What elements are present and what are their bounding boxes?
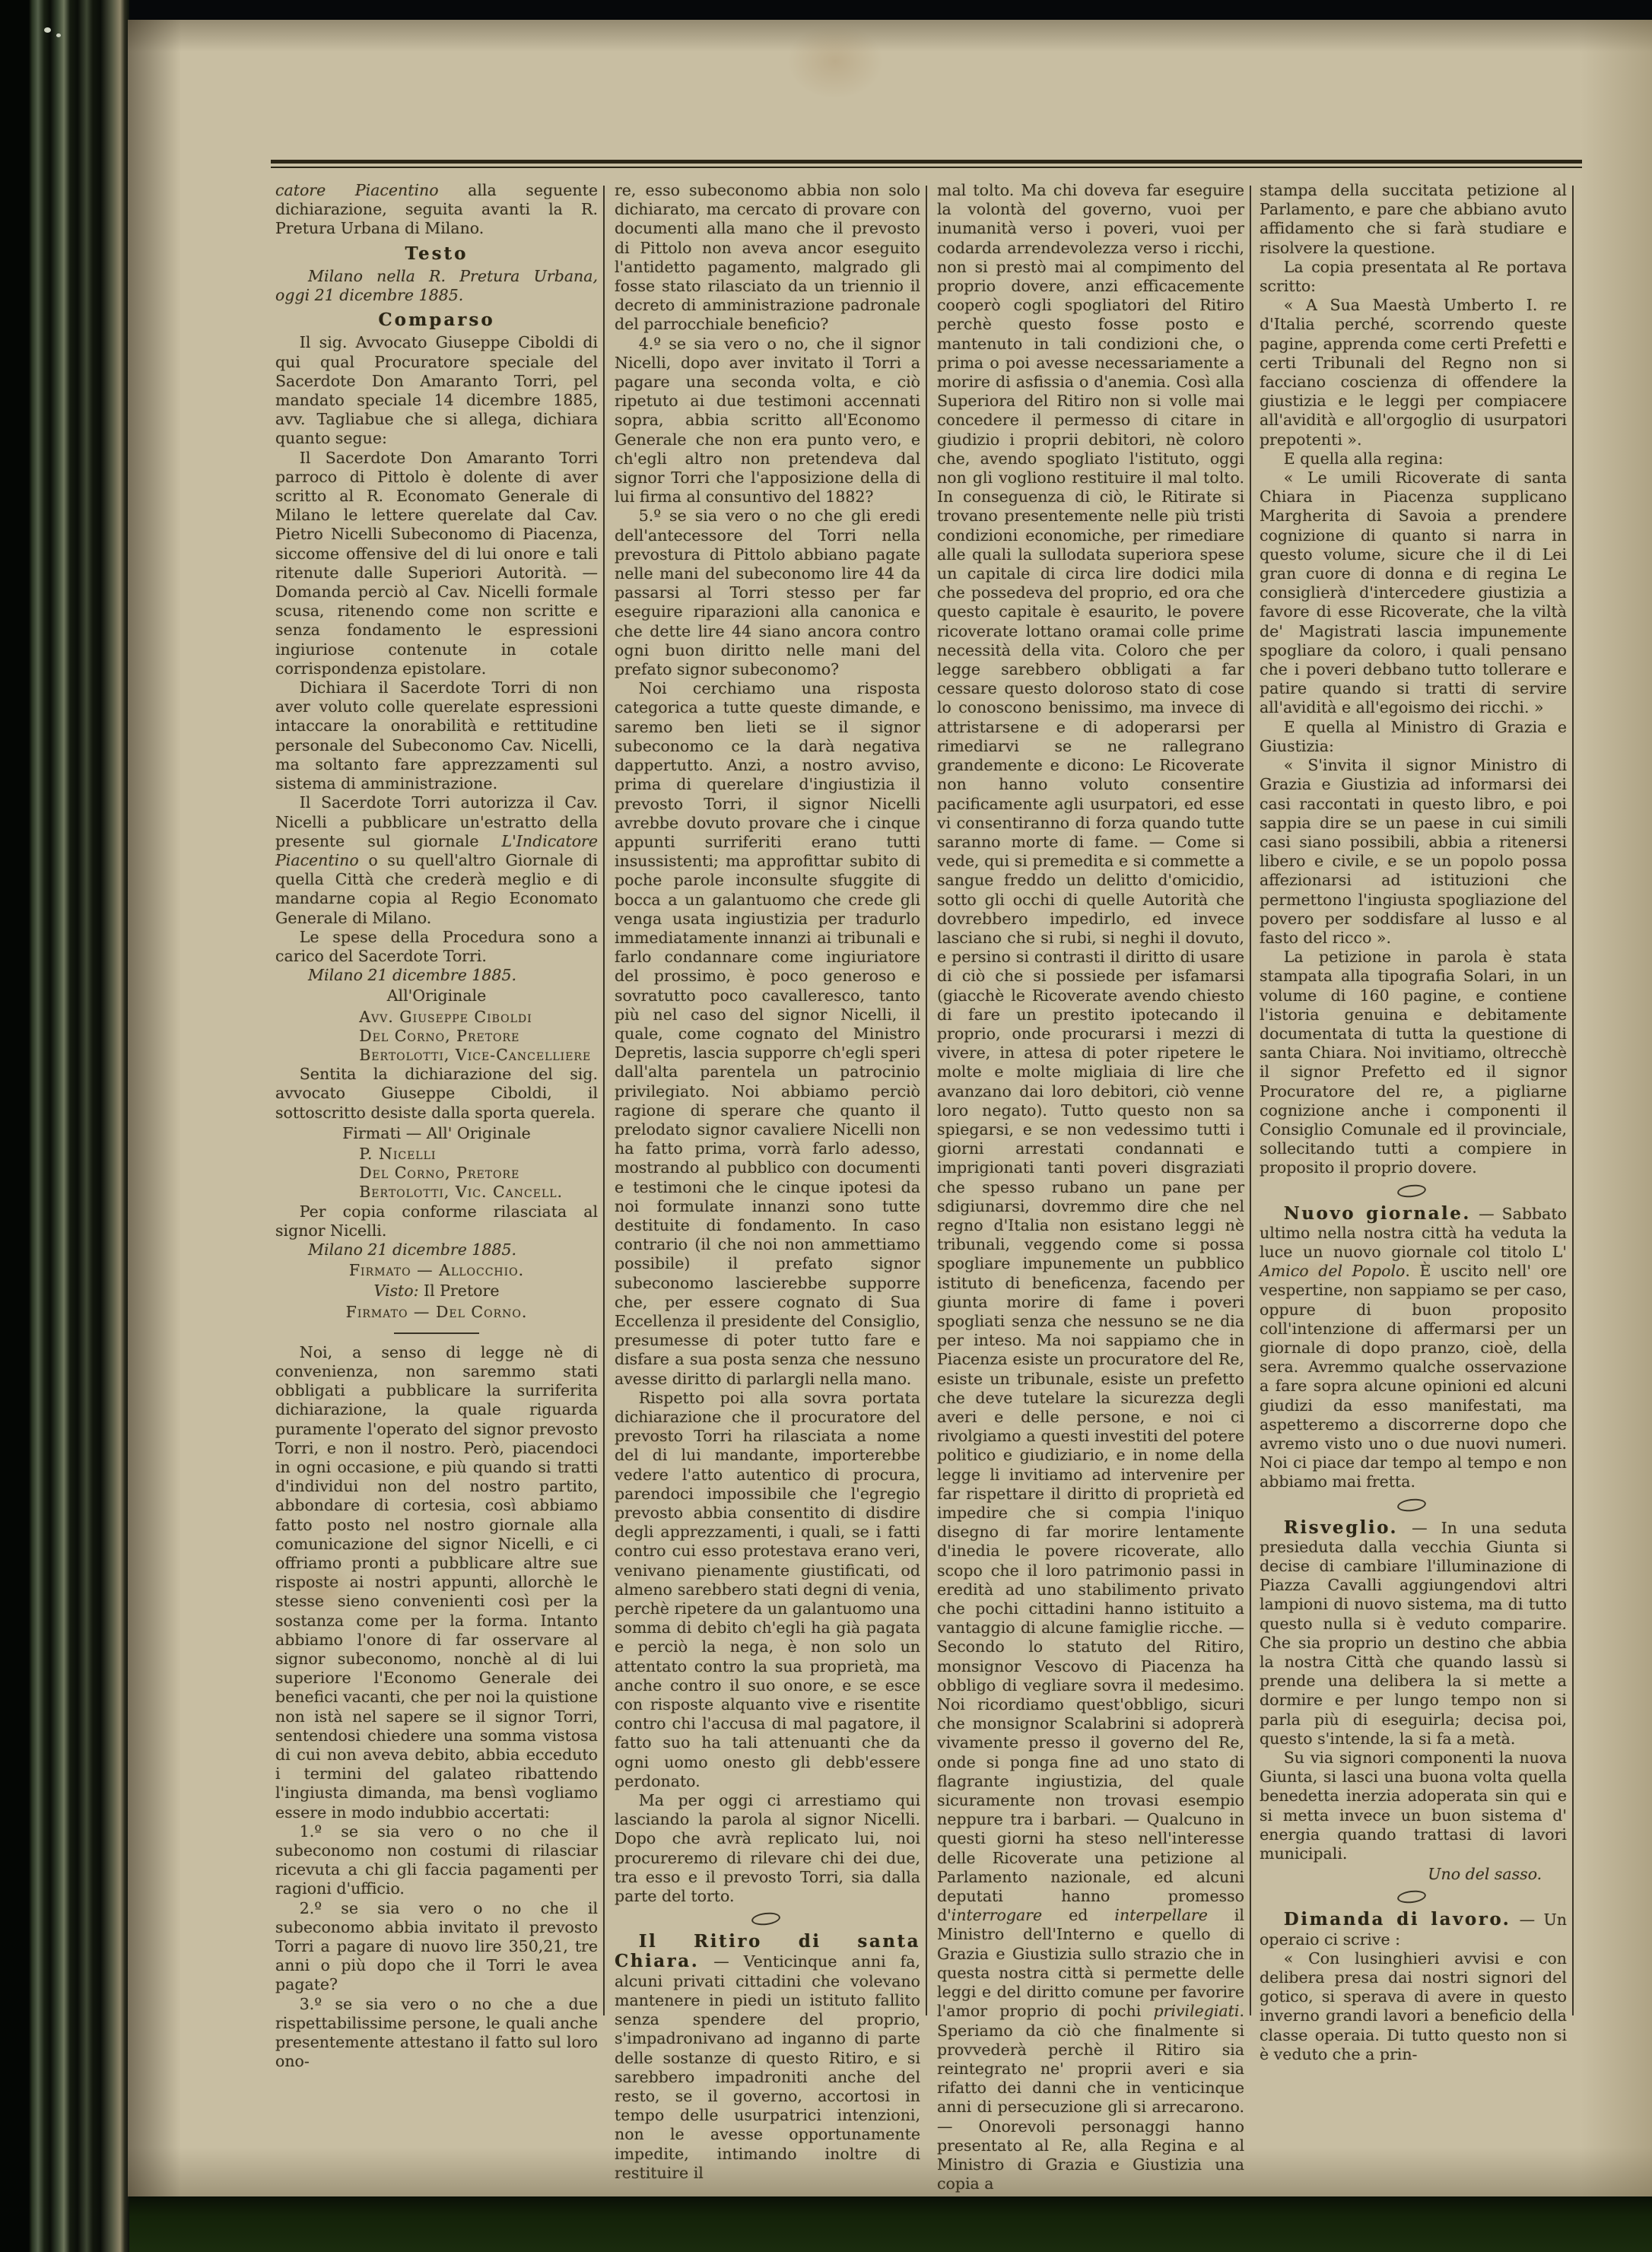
body-text: . Speriamo da ciò che finalmente si provvederà perchè il Ritiro sia reintegrato ne' proprii averi e sia rifatto dei danni che in venticinque anni di persecuzione gli si arrecarono. — Onorevoli personaggi hanno presentato al Re, alla Regina e al Ministro di Grazia e Giustizia una copia a	[937, 2002, 1244, 2193]
centered-line	[275, 1282, 598, 1301]
section-heading: Comparso	[378, 310, 495, 331]
author-signoff: Uno del sasso.	[1428, 1865, 1542, 1884]
section-heading: Testo	[405, 243, 469, 264]
continuation-paragraph: stampa della succitata petizione al Parlamento, e pare che abbiano avuto affidamento che si farà studiare e risolvere la questione.	[1260, 181, 1567, 257]
body-text: — In una seduta presieduta dalla vecchia Giunta si decise di cambiare l'illuminazione di Piazza Cavalli aggiungendovi altri lampioni di nuovo sistema, ma di tutto questo nulla si è veduto comparire. Che sia proprio un destino che abbia la nostra Città che quando lassù si prende una delibera la si mette a dormire e per lungo tempo non si parla più di eseguirla; decisa poi, questo s'intende, la si fa a metà.	[1260, 1518, 1567, 1748]
newspaper-column-2	[615, 181, 920, 2183]
body-text: alla seguente dichiarazione, seguita avanti la R. Pretura Urbana di Milano.	[275, 181, 598, 238]
newspaper-column-3	[937, 181, 1244, 2193]
body-text: . È uscito nell' ore vespertine, non sappiamo se per caso, oppure di buon proposito coll'intenzione di affermarsi per un giornale di dopo pranzo, cioè, della sera. Avremmo qualche osservazione a fare sopra alcune opinioni ed alcuni giudizi da esso manifestati, ma aspetteremo a discorrerne dopo che avremo visto uno o due nuovi numeri. Noi ci piace dar tempo al tempo e non abbiamo mai fretta.	[1260, 1262, 1567, 1491]
paragraph: Dichiara il Sacerdote Torri di non aver voluto colle querelate espressioni intaccare la onorabilità e rettitudine personale del Subeconomo Cav. Nicelli, ma soltanto fare apprezzamenti sul sistema di amministrazione.	[275, 678, 598, 793]
paragraph: La petizione in parola è stata stampata alla tipografia Solari, in un volume di 160 pagine, e contiene l'istoria genuina e debitamente documentata di tutta la questione di santa Chiara. Noi invitiamo, oltrecchè il signor Prefetto ed il signor Procuratore del re, a pigliarne cognizione anche i componenti il Consiglio Comunale ed il provinciale, sollecitando tutti a compiere in proposito il proprio dovere.	[1260, 948, 1567, 1177]
ornament-icon	[1397, 1185, 1429, 1199]
signature-line: Avv. Giuseppe Ciboldi	[359, 1007, 532, 1026]
signature-line: Bertolotti, Vice-Cancelliere	[359, 1045, 592, 1064]
paragraph: 5.º se sia vero o no che gli eredi dell'antecessore del Torri nella prevostura di Pittolo abbiano pagate nelle mani del subeconomo lire 44 da passarsi al Torri stesso per far eseguire riparazioni alla canonica e che dette lire 44 siano ancora contro ogni buon diritto nelle mani del prefato signor subeconomo?	[615, 507, 920, 679]
paragraph: E quella alla regina:	[1283, 449, 1444, 468]
italic-text: catore Piacentino	[275, 181, 439, 199]
paper-speck	[44, 27, 51, 33]
paragraph: « Le umili Ricoverate di santa Chiara in Piacenza supplicano Margherita di Savoia a prendere cognizione di quanto si narra in questo volume, sicure che il di Lei gran cuore di donna e di regina Le consiglierà d'intercedere giustizia a favore di esse Ricoverate, che la viltà de' Magistrati lascia impunemente spogliare da coloro, i quali pensano che i poveri debbano tutto tollerare e patire quando si tratti di servire all'avidità e all'egoismo dei ricchi. »	[1260, 469, 1567, 717]
paragraph: 4.º se sia vero o no, che il signor Nicelli, dopo aver invitato il Torri a pagare una seconda volta, e ciò ripetuto ai due testimoni accennati sopra, abbia scritto all'Economo Generale che non era punto vero, e ch'egli altro non pretendeva dal signor Torri che l'apposizione della di lui firma al consuntivo del 1882?	[615, 334, 920, 507]
ring-glyph	[1396, 1183, 1427, 1199]
body-text: Il Pretore	[418, 1282, 500, 1301]
newspaper-column-1	[275, 181, 598, 2072]
article-paragraph	[1260, 1204, 1567, 1492]
column-separator-1	[603, 186, 605, 2015]
paper-speck	[56, 33, 61, 37]
ring-glyph	[1396, 1889, 1427, 1905]
dateline: Milano nella R. Pretura Urbana, oggi 21 dicembre 1885.	[275, 266, 598, 305]
masthead-double-rule	[271, 160, 1582, 169]
paragraph: Ma per oggi ci arrestiamo qui lasciando la parola al signor Nicelli. Dopo che avrà replicato lui, noi procureremo di rilevare chi dei due, tra esso e il prevosto Torri, sia dalla parte del torto.	[615, 1791, 920, 1906]
body-text: ed	[1042, 1906, 1115, 1925]
paragraph: Su via signori componenti la nuova Giunta, si lasci una buona volta quella benedetta inerzia adoperata sin qui e si metta invece un buon sistema d' energia quando trattasi di lavori municipali.	[1260, 1749, 1567, 1863]
paragraph: « A Sua Maestà Umberto I. re d'Italia perché, scorrendo queste pagine, apprenda come certi Prefetti e certi Tribunali del Regno non si facciano coscienza di offendere la giustizia e le leggi per compiacere all'avidità e all'orgoglio di usurpatori prepotenti ».	[1260, 296, 1567, 449]
paragraph: Noi cerchiamo una risposta categorica a tutte queste dimande, e saremo ben lieti se il signor subeconomo ce la darà negativa dappertutto. Anzi, a nostro avviso, prima di querelare d'ingiustizia il prevosto Torri, il signor Nicelli avrebbe dovuto provare che i cinque appunti surriferiti erano tutti insussistenti; ma approfittar subito di poche parole inconsulte sfuggite di bocca a un galantuomo che crede gli venga usata ingiustizia per tradurlo immediatamente innanzi ai tribunali e farlo condannare come ingiuriatore del prossimo, è poco generoso e sovratutto poco cavalleresco, tanto più nel caso del signor Nicelli, il quale, come cognato del Ministro Depretis, lascia supporre ch'egli speri dall'alta parentela un patrocinio privilegiato. Noi abbiamo perciò ragione di sperare che quanto il prelodato signor cavaliere Nicelli non ha fatto prima, vorrà farlo adesso, mostrando al pubblico con documenti e testimoni che le cinque ipotesi da noi formulate innanzi sono tutte destituite di fondamento. In caso contrario (il che noi non ammettiamo possibile) il prefato signor subeconomo lascierebbe supporre che, per essere cognato di Sua Eccellenza il presidente del Consiglio, presumesse di poter tutto fare e disfare a sua posta senza che nessuno avesse diritto di parlargli nella mano.	[615, 679, 920, 1388]
ornament-icon	[1397, 1891, 1429, 1904]
signature-line: Bertolotti, Vic. Cancell.	[359, 1183, 564, 1202]
paragraph: Sentita la dichiarazione del sig. avvocato Giuseppe Ciboldi, il sottoscritto desiste dalla sporta querela.	[275, 1065, 598, 1122]
dateline: Milano 21 dicembre 1885.	[308, 966, 517, 985]
ornament-icon	[1397, 1499, 1429, 1513]
body-text: Il Sacerdote Torri autorizza il Cav. Nicelli a pubblicare un'estratto della presente sul giornale	[275, 793, 598, 850]
article-heading: Il Ritiro di santa Chiara.	[615, 1931, 920, 1972]
continuation-paragraph	[275, 181, 598, 239]
paragraph: Il sig. Avvocato Giuseppe Ciboldi di qui qual Procuratore speciale del Sacerdote Don Amaranto Torri, pel mandato speciale 14 dicembre 1885, avv. Tagliabue che si allega, dichiara quanto segue:	[275, 333, 598, 448]
column-separator-4	[1572, 186, 1574, 2015]
article-heading: Risveglio.	[1283, 1517, 1399, 1538]
paragraph: 2.º se sia vero o no che il subeconomo abbia invitato il prevosto Torri a pagare di nuovo lire 350,21, tre anni o più dopo che il Torri le avea pagate?	[275, 1898, 598, 1994]
divider-rule	[394, 1332, 479, 1334]
book-spine	[0, 0, 129, 2252]
ring-glyph	[1396, 1497, 1427, 1513]
paragraph: Rispetto poi alla sovra portata dichiarazione che il procuratore del prevosto Torri ha rilasciata a nome del di lui mandante, importerebbe vedere l'atto autentico di procura, parendoci impossibile che l'egregio prevosto abbia consentito di disdire degli apprezzamenti, i quali, se i fatti contro cui esso protestava erano veri, venivano pienamente giustificati, od almeno sarebbero stati degni di venia, perchè ripetere da un galantuomo una somma di debito ch'egli ha già pagata e perciò la nega, è non solo un attentato contro la sua proprietà, ma anche contro il suo onore, e se esce con risposte alquanto vive e risentite contro chi l'accusa di mal pagatore, il fatto suo ha tali attenuanti che da ogni uomo onesto gli debb'essere perdonato.	[615, 1388, 920, 1790]
article-paragraph	[615, 1932, 920, 2183]
newspaper-column-4	[1260, 181, 1567, 2064]
article-paragraph	[1260, 1518, 1567, 1749]
paragraph: Noi, a senso di legge nè di convenienza, non saremmo stati obbligati a pubblicare la surriferita dichiarazione, la quale riguarda puramente l'operato del signor prevosto Torri, e non il nostro. Però, piacendoci in ogni occasione, e più quando si tratti d'individui non del nostro partito, abbondare di cortesia, così abbiamo fatto posto nel nostro giornale alla comunicazione del signor Nicelli, e ci offriamo pronti a pubblicare altre sue risposte ai nostri appunti, allorchè le stesse sieno convenienti così per la sostanza come per la forma. Intanto abbiamo l'onore di far osservare al signor subeconomo, nonchè al di lui superiore l'Economo Generale dei benefici vacanti, che per noi la quistione non istà nel sapere se il signor Torri, sentendosi chiedere una somma vistosa di cui non aveva debito, abbia ecceduto i termini del galateo ribattendo l'ingiusta dimanda, ma bensì vogliamo essere in modo indubbio accertati:	[275, 1342, 598, 1822]
newspaper-page	[128, 20, 1652, 2196]
ring-glyph	[751, 1911, 781, 1927]
continuation-paragraph	[937, 181, 1244, 2193]
paragraph: Per copia conforme rilasciata al signor Nicelli.	[275, 1202, 598, 1240]
paragraph: 1.º se sia vero o no che il subeconomo non costumi di rilasciar ricevuta a chi gli faccia pagamenti per ragioni d'ufficio.	[275, 1822, 598, 1898]
signature-centered: Firmato — Del Corno.	[345, 1302, 528, 1321]
paragraph: « Con lusinghieri avvisi e con delibera presa dai nostri signori del gotico, si sperava di avere in questo inverno grandi lavori a beneficio della classe operaia. Di tutto questo non si è veduto che a prin-	[1260, 1949, 1567, 2063]
italic-text: Visto:	[373, 1282, 419, 1301]
signature-line: Del Corno, Pretore	[359, 1026, 520, 1045]
italic-text: L'Indicatore Piacentino	[275, 831, 598, 869]
paragraph: La copia presentata al Re portava scritto:	[1260, 257, 1567, 296]
article-paragraph	[1260, 1910, 1567, 1949]
body-text: o su quell'altro Giornale di quella Città che crederà meglio e di mandarne copia al Regio Economato Generale di Milano.	[275, 850, 598, 927]
body-text: — Un operaio ci scrive :	[1260, 1911, 1567, 1949]
dateline: Milano 21 dicembre 1885.	[308, 1240, 517, 1259]
italic-text: privilegiati	[1153, 2002, 1240, 2021]
paragraph	[275, 793, 598, 927]
italic-text: Amico del Popolo	[1260, 1262, 1406, 1281]
signature-line: P. Nicelli	[359, 1144, 437, 1163]
paragraph: E quella al Ministro di Grazia e Giustizia:	[1260, 717, 1567, 755]
italic-text: interpellare	[1114, 1906, 1208, 1925]
body-text: — Venticinque anni fa, alcuni privati cittadini che volevano mantenere in piedi un istituto fallito senza spendere del proprio, s'impadronivano ad inganno di parte delle sostanze di questo Ritiro, e si sarebbero impadroniti anche del resto, se il governo, accortosi in tempo delle usurpatrici intenzioni, non le avesse opportunamente impedite, intimando inoltre di restituire il	[615, 1952, 920, 2182]
continuation-paragraph: re, esso subeconomo abbia non solo dichiarato, ma cercato di provare con documenti alla mano che il prevosto di Pittolo non aveva ancor eseguito l'antidetto pagamento, malgrado gli fosse stato rilasciato da un triennio il decreto di amministrazione padronale del parrocchiale beneficio?	[615, 181, 920, 334]
paragraph: Il Sacerdote Don Amaranto Torri parroco di Pittolo è dolente di aver scritto al R. Economato Generale di Milano le lettere querelate dal Cav. Pietro Nicelli Subeconomo di Piacenza, siccome offensive del di lui onore e tali ritenute dalle Superiori Autorità. — Domanda perciò al Cav. Nicelli formale scusa, ritenendo come non scritte e senza fondamento le espressioni ingiuriose contenute in cotale corrispondenza epistolare.	[275, 448, 598, 678]
body-text: — Sabbato ultimo nella nostra città ha veduta la luce un nuovo giornale col titolo L'	[1260, 1204, 1567, 1261]
centered-line: Firmati — All' Originale	[342, 1123, 531, 1142]
column-separator-2	[926, 186, 927, 2015]
paragraph: « S'invita il signor Ministro di Grazia e Giustizia ad informarsi dei casi raccontati in questo libro, e poi sappia dire se un paese in cui simili casi siano possibili, abbia a ritenersi libero e civile, e se un popolo possa affezionarsi ad istituzioni che permettono l'ingiusta spogliazione del povero per soddisfare al lusso e al fasto del ricco ».	[1260, 756, 1567, 947]
italic-text: interrogare	[951, 1906, 1043, 1925]
centered-line: All'Originale	[386, 986, 487, 1005]
article-heading: Dimanda di lavoro.	[1283, 1909, 1511, 1930]
article-heading: Nuovo giornale.	[1283, 1202, 1471, 1224]
paragraph: Le spese della Procedura sono a carico del Sacerdote Torri.	[275, 927, 598, 965]
signature-line: Del Corno, Pretore	[359, 1164, 520, 1183]
body-text: mal tolto. Ma chi doveva far eseguire la volontà del governo, vuoi per inumanità verso i poveri, vuoi per codarda arrendevolezza verso i ricchi, non si prestò mai al compimento del proprio dovere, anzi efficacemente cooperò cogli spogliatori del Ritiro perchè questo fosse posto e mantenuto in tali condizioni che, o prima o poi avesse necessariamente a morire di asfissia o d'anemia. Così alla Superiora del Ritiro non si volle mai concedere il permesso di citare in giudizio i proprii debitori, nè coloro che, avendo spogliato l'istituto, oggi non gli vogliono restituire il mal tolto. In conseguenza di ciò, le Ritirate si trovano presentemente nelle più tristi condizioni economiche, per rimediare alle quali la sullodata superiora spese un capitale di circa lire dodici mila che possedeva del proprio, ed ora che questo capitale è esaurito, le povere ricoverate lottano oramai colle prime necessità della vita. Coloro che per legge sarebbero obbligati a far cessare questo doloroso stato di cose lo conoscono benissimo, ma invece di attristarsene e di adoperarsi per rimediarvi se ne rallegrano grandemente e dicono: Le Ricoverate non hanno voluto consentire pacificamente agli usurpatori, ed esse vi consentiranno di forza quando tutte saranno morte di fame. — Come si vede, qui si premedita e si commette a sangue freddo un delitto d'omicidio, sotto gli occhi di quelle Autorità che dovrebbero impedirlo, ed invece lasciano che si rubi, si neghi il dovuto, e persino si contrasti il diritto di usare di ciò che si possiede per isfamarsi (giacchè le Ricoverate avendo chiesto di fare un prestito ipotecando il proprio, onde procurarsi i mezzi di vivere, in attesa di poter ripetere le molte e molte migliaia di lire che avanzano dai loro debitori, ciò venne loro negato). Tutto questo non sa spiegarsi, e se non vedessimo tutti i giorni arrestati condannati e imprigionati tanti poveri disgraziati che spesso rubano un pane per sdigiunarsi, dovremmo dire che nel regno d'Italia non esistano leggi nè tribunali, veggendo come si possa spogliare impunemente un pubblico istituto di beneficenza, facendo per giunta morire di fame i poveri spogliati senza che nessuno se ne dia per inteso. Ma noi sappiamo che in Piacenza esiste un procuratore del Re, esiste un tribunale, esiste un prefetto che deve tutelare la sicurezza degli averi e delle persone, e noi ci rivolgiamo a questi investiti del potere politico e giudiziario, e in nome della legge li invitiamo ad intervenire per far rispettare il diritto di proprietà ed impedire che si compia l'iniquo disegno di far morire lentamente d'inedia le povere ricoverate, allo scopo che il loro patrimonio passi in eredità ad uno stabilimento privato che pochi cittadini hanno istituito a vantaggio di alcune famiglie ricche. — Secondo lo statuto del Ritiro, monsignor Vescovo di Piacenza ha obbligo di vegliare sovra il medesimo. Noi ricordiamo quest'obbligo, sicuri che monsignor Scalabrini si adoprerà vivamente presso il governo del Re, onde si ponga fine ad uno stato di flagrante ingiustizia, del quale sicuramente non trovasi esempio neppure tra i barbari. — Qualcuno in questi giorni ha steso nell'interesse delle Ricoverate una petizione al Parlamento nazionale, ed alcuni deputati hanno promesso d'	[937, 181, 1244, 1925]
signature-centered: Firmato — Allocchio.	[348, 1261, 525, 1280]
ornament-icon	[751, 1913, 783, 1926]
body-text: il Ministro dell'Interno e quello di Grazia e Giustizia sullo strazio che in questa nostra città si permette delle leggi e del diritto comune per favorire l'amor proprio di pochi	[937, 1906, 1244, 2021]
column-separator-3	[1250, 186, 1251, 2015]
paragraph: 3.º se sia vero o no che a due rispettabilissime persone, le quali anche presentemente attestano il fatto sul loro ono-	[275, 1994, 598, 2071]
